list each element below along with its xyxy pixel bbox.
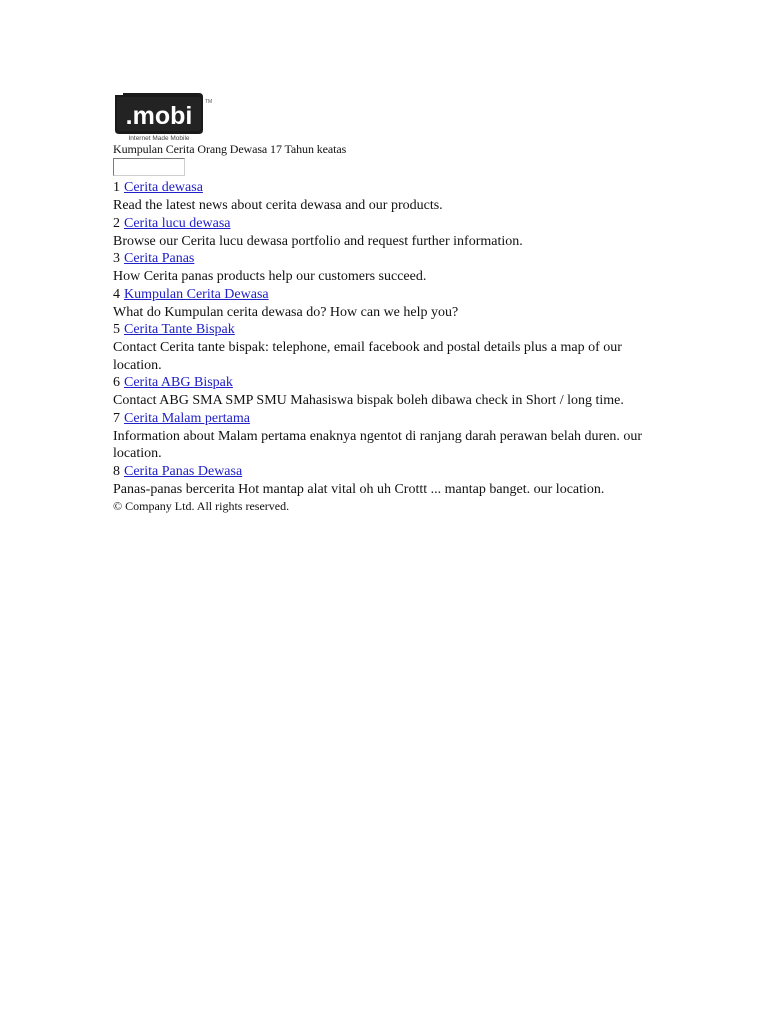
item-link[interactable]: Cerita Tante Bispak — [124, 322, 235, 337]
item-link[interactable]: Cerita Malam pertama — [124, 410, 250, 426]
item-number: 8 — [113, 463, 120, 479]
item-number: 1 — [113, 180, 120, 195]
list-item-2 — [113, 215, 643, 233]
item-description: How Cerita panas products help our customers succeed. — [113, 269, 427, 284]
page-container — [113, 92, 643, 514]
item-link[interactable]: Cerita Panas — [124, 251, 195, 266]
list-item-8 — [113, 463, 643, 481]
item-number: 3 — [113, 251, 120, 266]
mobi-logo-icon — [113, 92, 213, 142]
item-link[interactable]: Cerita dewasa — [124, 180, 203, 195]
item-description: Read the latest news about cerita dewasa and our products. — [113, 198, 443, 213]
list-item-1 — [113, 179, 643, 197]
item-description: Panas-panas bercerita Hot mantap alat vital oh uh Crottt ... mantap banget. our location. — [113, 481, 605, 497]
item-description: Browse our Cerita lucu dewasa portfolio and request further information. — [113, 233, 523, 249]
item-link[interactable]: Cerita ABG Bispak — [124, 375, 233, 390]
item-description: Information about Malam pertama enaknya ngentot di ranjang darah perawan belah duren. our location. — [113, 428, 643, 461]
item-number: 4 — [113, 286, 120, 302]
item-link[interactable]: Cerita Panas Dewasa — [124, 463, 243, 479]
footer-copyright: © Company Ltd. All rights reserved. — [113, 499, 290, 513]
item-number: 2 — [113, 215, 120, 231]
page-subtitle: Kumpulan Cerita Orang Dewasa 17 Tahun keatas — [113, 142, 347, 156]
mobi-logo — [113, 92, 213, 142]
item-description: What do Kumpulan cerita dewasa do? How can we help you? — [113, 304, 459, 320]
item-number: 5 — [113, 322, 120, 337]
item-link[interactable]: Cerita lucu dewasa — [124, 215, 231, 231]
item-description: Contact ABG SMA SMP SMU Mahasiswa bispak boleh dibawa check in Short / long time. — [113, 393, 624, 408]
svg-text:TM: TM — [205, 99, 213, 105]
item-number: 7 — [113, 410, 120, 426]
search-input[interactable] — [113, 158, 185, 176]
svg-text:Internet Made Mobile: Internet Made Mobile — [128, 135, 190, 142]
svg-text:.mobi: .mobi — [125, 102, 193, 130]
list-item-3 — [113, 250, 643, 268]
item-link[interactable]: Kumpulan Cerita Dewasa — [124, 286, 269, 302]
item-number: 6 — [113, 375, 120, 390]
list-item-5 — [113, 321, 643, 339]
list-item-4 — [113, 286, 643, 304]
item-list — [113, 179, 643, 498]
item-description: Contact Cerita tante bispak: telephone, email facebook and postal details plus a map of our location. — [113, 340, 622, 373]
list-item-6 — [113, 374, 643, 392]
list-item-7 — [113, 410, 643, 428]
